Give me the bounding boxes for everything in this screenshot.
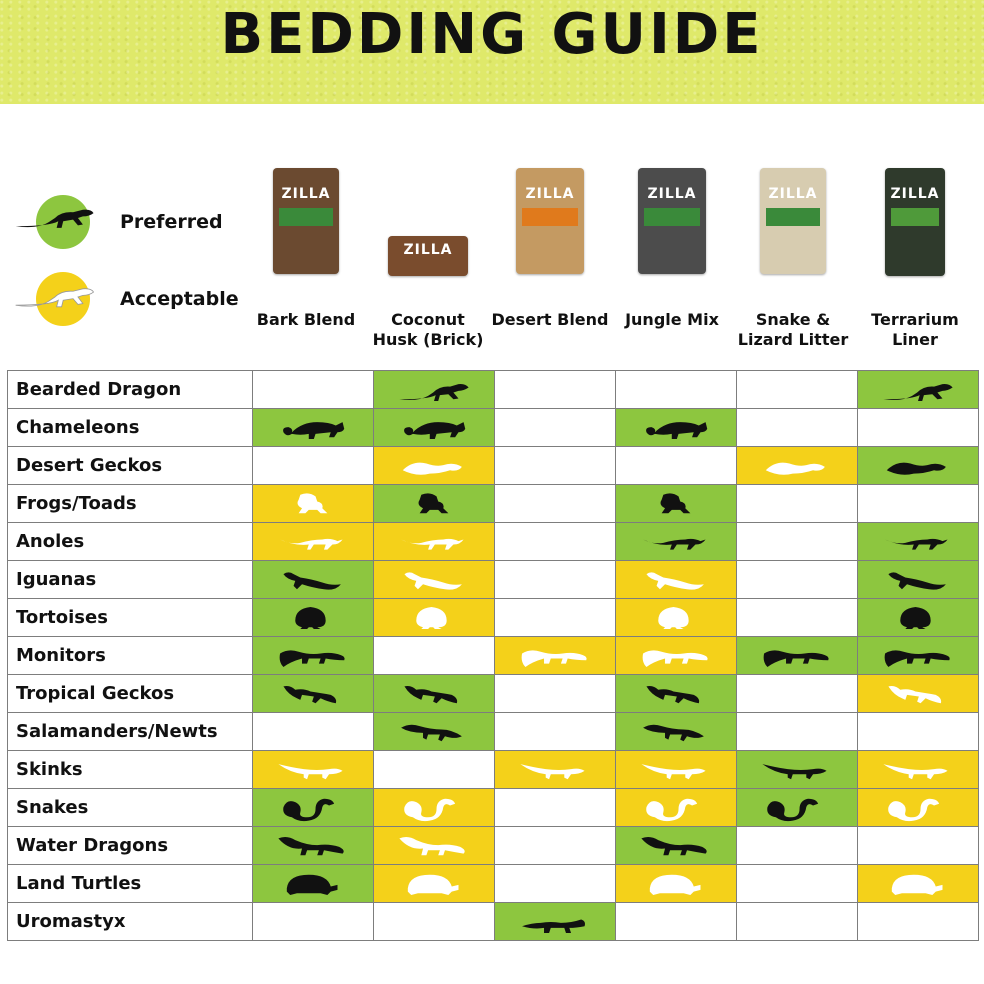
- water-dragon-icon: [638, 831, 714, 861]
- row-animal-name: Water Dragons: [8, 827, 253, 865]
- rating-cell-pref: [858, 523, 979, 561]
- product-label-band: [766, 208, 820, 226]
- turtle-icon: [880, 869, 956, 899]
- gecko-icon: [396, 451, 472, 481]
- bedding-table: [7, 370, 979, 941]
- legend-preferred: [14, 195, 223, 249]
- rating-cell-none: [495, 485, 616, 523]
- table-row: [8, 523, 979, 561]
- tropical-gecko-icon: [275, 679, 351, 709]
- legend-label-acceptable: Acceptable: [120, 288, 239, 310]
- product-2: [367, 168, 489, 276]
- rating-cell-none: [495, 409, 616, 447]
- table-row: [8, 827, 979, 865]
- row-animal-name: Tortoises: [8, 599, 253, 637]
- table-row: [8, 371, 979, 409]
- rating-cell-pref: [253, 865, 374, 903]
- salamander-icon: [638, 717, 714, 747]
- rating-cell-pref: [253, 827, 374, 865]
- product-bag-image: [273, 168, 339, 274]
- rating-cell-none: [737, 599, 858, 637]
- product-6: [854, 168, 976, 276]
- rating-cell-none: [858, 827, 979, 865]
- water-dragon-icon: [275, 831, 351, 861]
- rating-cell-acc: [253, 751, 374, 789]
- rating-cell-pref: [858, 561, 979, 599]
- rating-cell-pref: [858, 447, 979, 485]
- rating-cell-pref: [374, 485, 495, 523]
- monitor-lizard-icon: [275, 641, 351, 671]
- rating-cell-pref: [374, 675, 495, 713]
- rating-cell-none: [495, 447, 616, 485]
- product-label-3: Desert Blend: [491, 310, 609, 329]
- rating-cell-pref: [253, 675, 374, 713]
- rating-cell-none: [374, 903, 495, 941]
- chameleon-icon: [638, 413, 714, 443]
- table-row: [8, 599, 979, 637]
- snake-icon: [880, 793, 956, 823]
- rating-cell-none: [858, 485, 979, 523]
- rating-cell-none: [495, 713, 616, 751]
- bearded-dragon-icon: [14, 201, 96, 235]
- rating-cell-pref: [253, 599, 374, 637]
- row-animal-name: Chameleons: [8, 409, 253, 447]
- rating-cell-acc: [374, 561, 495, 599]
- product-bag-image: [516, 168, 584, 274]
- table-row: [8, 485, 979, 523]
- row-animal-name: Land Turtles: [8, 865, 253, 903]
- rating-cell-acc: [253, 485, 374, 523]
- product-brand-logo: ZILLA: [890, 186, 940, 202]
- rating-cell-none: [737, 485, 858, 523]
- table-row: [8, 447, 979, 485]
- rating-cell-none: [374, 637, 495, 675]
- product-label-1: Bark Blend: [256, 310, 356, 329]
- monitor-lizard-icon: [638, 641, 714, 671]
- rating-cell-pref: [253, 561, 374, 599]
- iguana-icon: [396, 565, 472, 595]
- bearded-dragon-icon: [14, 280, 96, 314]
- product-label-2: Coconut Husk (Brick): [372, 310, 484, 349]
- frog-icon: [396, 489, 472, 519]
- rating-cell-pref: [253, 637, 374, 675]
- skink-icon: [759, 755, 835, 785]
- table-row: [8, 751, 979, 789]
- product-brand-logo: ZILLA: [768, 186, 818, 202]
- acceptable-swatch: [36, 272, 90, 326]
- table-row: [8, 561, 979, 599]
- frog-icon: [275, 489, 351, 519]
- table-row: [8, 903, 979, 941]
- product-brand-logo: ZILLA: [403, 242, 453, 258]
- rating-cell-pref: [737, 789, 858, 827]
- rating-cell-none: [495, 675, 616, 713]
- snake-icon: [638, 793, 714, 823]
- rating-cell-none: [253, 371, 374, 409]
- product-label-5: Snake & Lizard Litter: [737, 310, 849, 349]
- row-animal-name: Snakes: [8, 789, 253, 827]
- table-row: [8, 865, 979, 903]
- product-5: [732, 168, 854, 274]
- skink-icon: [517, 755, 593, 785]
- rating-cell-none: [737, 561, 858, 599]
- rating-cell-acc: [374, 447, 495, 485]
- rating-cell-none: [737, 523, 858, 561]
- rating-cell-none: [495, 789, 616, 827]
- anole-icon: [638, 527, 714, 557]
- row-animal-name: Salamanders/Newts: [8, 713, 253, 751]
- rating-cell-acc: [616, 561, 737, 599]
- rating-cell-acc: [253, 523, 374, 561]
- water-dragon-icon: [396, 831, 472, 861]
- rating-cell-acc: [616, 865, 737, 903]
- tropical-gecko-icon: [396, 679, 472, 709]
- rating-cell-pref: [616, 827, 737, 865]
- rating-cell-pref: [616, 485, 737, 523]
- iguana-icon: [880, 565, 956, 595]
- rating-cell-acc: [858, 865, 979, 903]
- rating-cell-pref: [616, 675, 737, 713]
- skink-icon: [275, 755, 351, 785]
- uromastyx-icon: [517, 907, 593, 937]
- rating-cell-acc: [858, 675, 979, 713]
- skink-icon: [880, 755, 956, 785]
- tropical-gecko-icon: [880, 679, 956, 709]
- rating-cell-none: [737, 713, 858, 751]
- legend-acceptable: [14, 272, 239, 326]
- row-animal-name: Tropical Geckos: [8, 675, 253, 713]
- product-label-band: [891, 208, 939, 226]
- product-brand-logo: ZILLA: [281, 186, 331, 202]
- row-animal-name: Monitors: [8, 637, 253, 675]
- rating-cell-pref: [737, 751, 858, 789]
- table-row: [8, 675, 979, 713]
- table-row: [8, 713, 979, 751]
- chameleon-icon: [275, 413, 351, 443]
- rating-cell-none: [616, 447, 737, 485]
- rating-cell-acc: [616, 789, 737, 827]
- table-row: [8, 409, 979, 447]
- rating-cell-none: [495, 599, 616, 637]
- product-bag-image: [760, 168, 826, 274]
- rating-cell-acc: [616, 637, 737, 675]
- turtle-icon: [638, 869, 714, 899]
- rating-cell-none: [495, 865, 616, 903]
- rating-cell-none: [495, 561, 616, 599]
- row-animal-name: Iguanas: [8, 561, 253, 599]
- rating-cell-acc: [495, 637, 616, 675]
- tortoise-icon: [638, 603, 714, 633]
- rating-cell-pref: [616, 523, 737, 561]
- rating-cell-none: [737, 827, 858, 865]
- rating-cell-acc: [737, 447, 858, 485]
- tortoise-icon: [880, 603, 956, 633]
- gecko-icon: [880, 451, 956, 481]
- gecko-icon: [759, 451, 835, 481]
- rating-cell-acc: [374, 789, 495, 827]
- rating-cell-acc: [495, 751, 616, 789]
- product-label-band: [279, 208, 333, 226]
- rating-cell-pref: [374, 409, 495, 447]
- rating-cell-none: [737, 409, 858, 447]
- rating-cell-pref: [374, 713, 495, 751]
- salamander-icon: [396, 717, 472, 747]
- rating-cell-pref: [616, 409, 737, 447]
- product-brand-logo: ZILLA: [647, 186, 697, 202]
- turtle-icon: [275, 869, 351, 899]
- bearded-dragon-icon: [396, 375, 472, 405]
- rating-cell-pref: [253, 789, 374, 827]
- product-1: [245, 168, 367, 274]
- monitor-lizard-icon: [517, 641, 593, 671]
- rating-cell-none: [495, 371, 616, 409]
- tortoise-icon: [396, 603, 472, 633]
- tropical-gecko-icon: [638, 679, 714, 709]
- rating-cell-none: [374, 751, 495, 789]
- rating-cell-none: [495, 523, 616, 561]
- rating-cell-none: [253, 713, 374, 751]
- rating-cell-pref: [858, 599, 979, 637]
- rating-cell-none: [737, 865, 858, 903]
- rating-cell-none: [858, 409, 979, 447]
- rating-cell-none: [616, 371, 737, 409]
- rating-cell-none: [737, 371, 858, 409]
- product-label-4: Jungle Mix: [625, 310, 719, 329]
- chameleon-icon: [396, 413, 472, 443]
- rating-cell-acc: [858, 789, 979, 827]
- product-3: [489, 168, 611, 274]
- page-title: BEDDING GUIDE: [220, 2, 764, 67]
- rating-cell-none: [495, 827, 616, 865]
- rating-cell-acc: [616, 751, 737, 789]
- rating-cell-none: [858, 903, 979, 941]
- rating-cell-acc: [374, 523, 495, 561]
- skink-icon: [638, 755, 714, 785]
- iguana-icon: [275, 565, 351, 595]
- rating-cell-none: [253, 903, 374, 941]
- iguana-icon: [638, 565, 714, 595]
- rating-cell-none: [858, 713, 979, 751]
- snake-icon: [759, 793, 835, 823]
- product-label-6: Terrarium Liner: [871, 310, 959, 349]
- rating-cell-none: [737, 903, 858, 941]
- table-row: [8, 637, 979, 675]
- product-bag-image: [388, 236, 468, 276]
- product-bag-image: [638, 168, 706, 274]
- product-bag-image: [885, 168, 945, 276]
- rating-cell-pref: [495, 903, 616, 941]
- product-4: [611, 168, 733, 274]
- anole-icon: [880, 527, 956, 557]
- rating-cell-pref: [374, 371, 495, 409]
- rating-cell-none: [737, 675, 858, 713]
- snake-icon: [396, 793, 472, 823]
- anole-icon: [275, 527, 351, 557]
- row-animal-name: Skinks: [8, 751, 253, 789]
- tortoise-icon: [275, 603, 351, 633]
- rating-cell-none: [253, 447, 374, 485]
- rating-cell-acc: [858, 751, 979, 789]
- snake-icon: [275, 793, 351, 823]
- bearded-dragon-icon: [880, 375, 956, 405]
- anole-icon: [396, 527, 472, 557]
- product-label-band: [522, 208, 578, 226]
- rating-cell-acc: [374, 599, 495, 637]
- preferred-swatch: [36, 195, 90, 249]
- turtle-icon: [396, 869, 472, 899]
- frog-icon: [638, 489, 714, 519]
- product-label-band: [644, 208, 700, 226]
- row-animal-name: Bearded Dragon: [8, 371, 253, 409]
- row-animal-name: Uromastyx: [8, 903, 253, 941]
- row-animal-name: Desert Geckos: [8, 447, 253, 485]
- table-row: [8, 789, 979, 827]
- rating-cell-pref: [616, 713, 737, 751]
- rating-cell-pref: [737, 637, 858, 675]
- rating-cell-none: [616, 903, 737, 941]
- row-animal-name: Anoles: [8, 523, 253, 561]
- monitor-lizard-icon: [880, 641, 956, 671]
- row-animal-name: Frogs/Toads: [8, 485, 253, 523]
- rating-cell-acc: [374, 865, 495, 903]
- product-brand-logo: ZILLA: [525, 186, 575, 202]
- legend-label-preferred: Preferred: [120, 211, 223, 233]
- rating-cell-acc: [374, 827, 495, 865]
- rating-cell-pref: [858, 637, 979, 675]
- rating-cell-pref: [253, 409, 374, 447]
- rating-cell-pref: [858, 371, 979, 409]
- monitor-lizard-icon: [759, 641, 835, 671]
- rating-cell-acc: [616, 599, 737, 637]
